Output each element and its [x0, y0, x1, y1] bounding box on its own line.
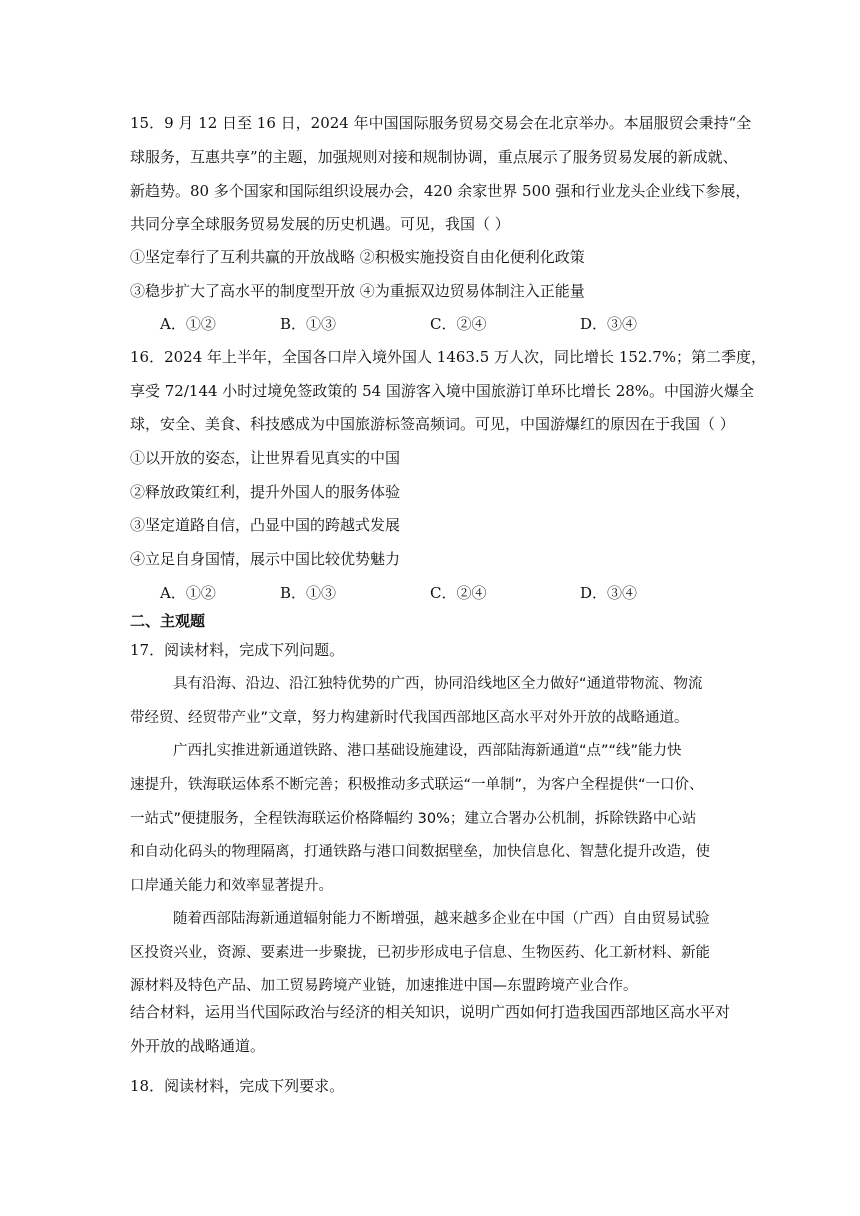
q16-option-a[interactable]: A．①②	[160, 584, 216, 602]
q16-statement-3: ③坚定道路自信，凸显中国的跨越式发展	[130, 516, 401, 534]
q15-stem-line-4: 共同分享全球服务贸易发展的历史机遇。可见，我国（ ）	[130, 215, 510, 233]
q16-statement-1: ①以开放的姿态，让世界看见真实的中国	[130, 449, 401, 467]
q16-option-c[interactable]: C．②④	[430, 584, 487, 602]
q17-material-line-9: 区投资兴业，资源、要素进一步聚拢，已初步形成电子信息、生物医药、化工新材料、新能	[130, 945, 710, 961]
q16-statement-2: ②释放政策红利，提升外国人的服务体验	[130, 483, 401, 501]
q17-material-line-10: 源材料及特色产品、加工贸易跨境产业链，加速推进中国—东盟跨境产业合作。	[130, 978, 638, 994]
q16-option-d[interactable]: D．③④	[580, 584, 638, 602]
q16-stem-line-2: 享受 72/144 小时过境免签政策的 54 国游客入境中国旅游订单环比增长 28%。中国游火爆全	[130, 382, 755, 400]
q17-material-line-2: 带经贸、经贸带产业”文章，努力构建新时代我国西部地区高水平对外开放的战略通道。	[130, 710, 689, 726]
q17-question-line-1: 结合材料，运用当代国际政治与经济的相关知识，说明广西如何打造我国西部地区高水平对	[130, 1003, 731, 1021]
q15-option-c[interactable]: C．②④	[430, 315, 487, 333]
q15-statements-1: ①坚定奉行了互利共赢的开放战略 ②积极实施投资自由化便利化政策	[130, 248, 585, 266]
q15-option-d[interactable]: D．③④	[580, 315, 638, 333]
q17-material-line-4: 速提升，铁海联运体系不断完善；积极推动多式联运“一单制”，为客户全程提供“一口价、	[130, 777, 704, 793]
q15-stem-line-3: 新趋势。80 多个国家和国际组织设展办会，420 余家世界 500 强和行业龙头企业线下参展，	[130, 182, 751, 200]
q16-option-b[interactable]: B．①③	[280, 584, 337, 602]
q15-stem-line-1: 15．9 月 12 日至 16 日，2024 年中国国际服务贸易交易会在北京举办。本届服贸会秉持“全	[130, 114, 752, 132]
q17-material-line-6: 和自动化码头的物理隔离，打通铁路与港口间数据壁垒，加快信息化、智慧化提升改造，使	[130, 844, 710, 860]
q17-material-line-1: 具有沿海、沿边、沿江独特优势的广西，协同沿线地区全力做好“通道带物流、物流	[173, 676, 703, 692]
q17-question-line-2: 外开放的战略通道。	[130, 1037, 266, 1055]
q16-statement-4: ④立足自身国情，展示中国比较优势魅力	[130, 550, 401, 568]
q17-material-line-5: 一站式”便捷服务，全程铁海联运价格降幅约 30%；建立合署办公机制，拆除铁路中心站	[130, 811, 697, 827]
section-heading: 二、主观题	[130, 612, 206, 630]
q16-stem-line-1: 16．2024 年上半年，全国各口岸入境外国人 1463.5 万人次，同比增长 152.7%；第二季度，	[130, 348, 767, 366]
q17-material-line-7: 口岸通关能力和效率显著提升。	[130, 878, 333, 894]
q15-option-b[interactable]: B．①③	[280, 315, 337, 333]
q17-material-line-3: 广西扎实推进新通道铁路、港口基础设施建设，西部陆海新通道“点”“线”能力快	[173, 743, 682, 759]
q15-option-a[interactable]: A．①②	[160, 315, 216, 333]
q17-prompt: 17．阅读材料，完成下列问题。	[130, 641, 345, 659]
q17-material-line-8: 随着西部陆海新通道辐射能力不断增强，越来越多企业在中国（广西）自由贸易试验	[173, 911, 710, 927]
q15-options	[160, 314, 720, 334]
q16-options	[160, 583, 720, 603]
q15-statements-2: ③稳步扩大了高水平的制度型开放 ④为重振双边贸易体制注入正能量	[130, 282, 585, 300]
q15-stem-line-2: 球服务，互惠共享”的主题，加强规则对接和规制协调，重点展示了服务贸易发展的新成就、	[130, 148, 738, 166]
q18-prompt: 18．阅读材料，完成下列要求。	[130, 1077, 345, 1095]
q16-stem-line-3: 球，安全、美食、科技感成为中国旅游标签高频词。可见，中国游爆红的原因在于我国（ ）	[130, 415, 735, 433]
